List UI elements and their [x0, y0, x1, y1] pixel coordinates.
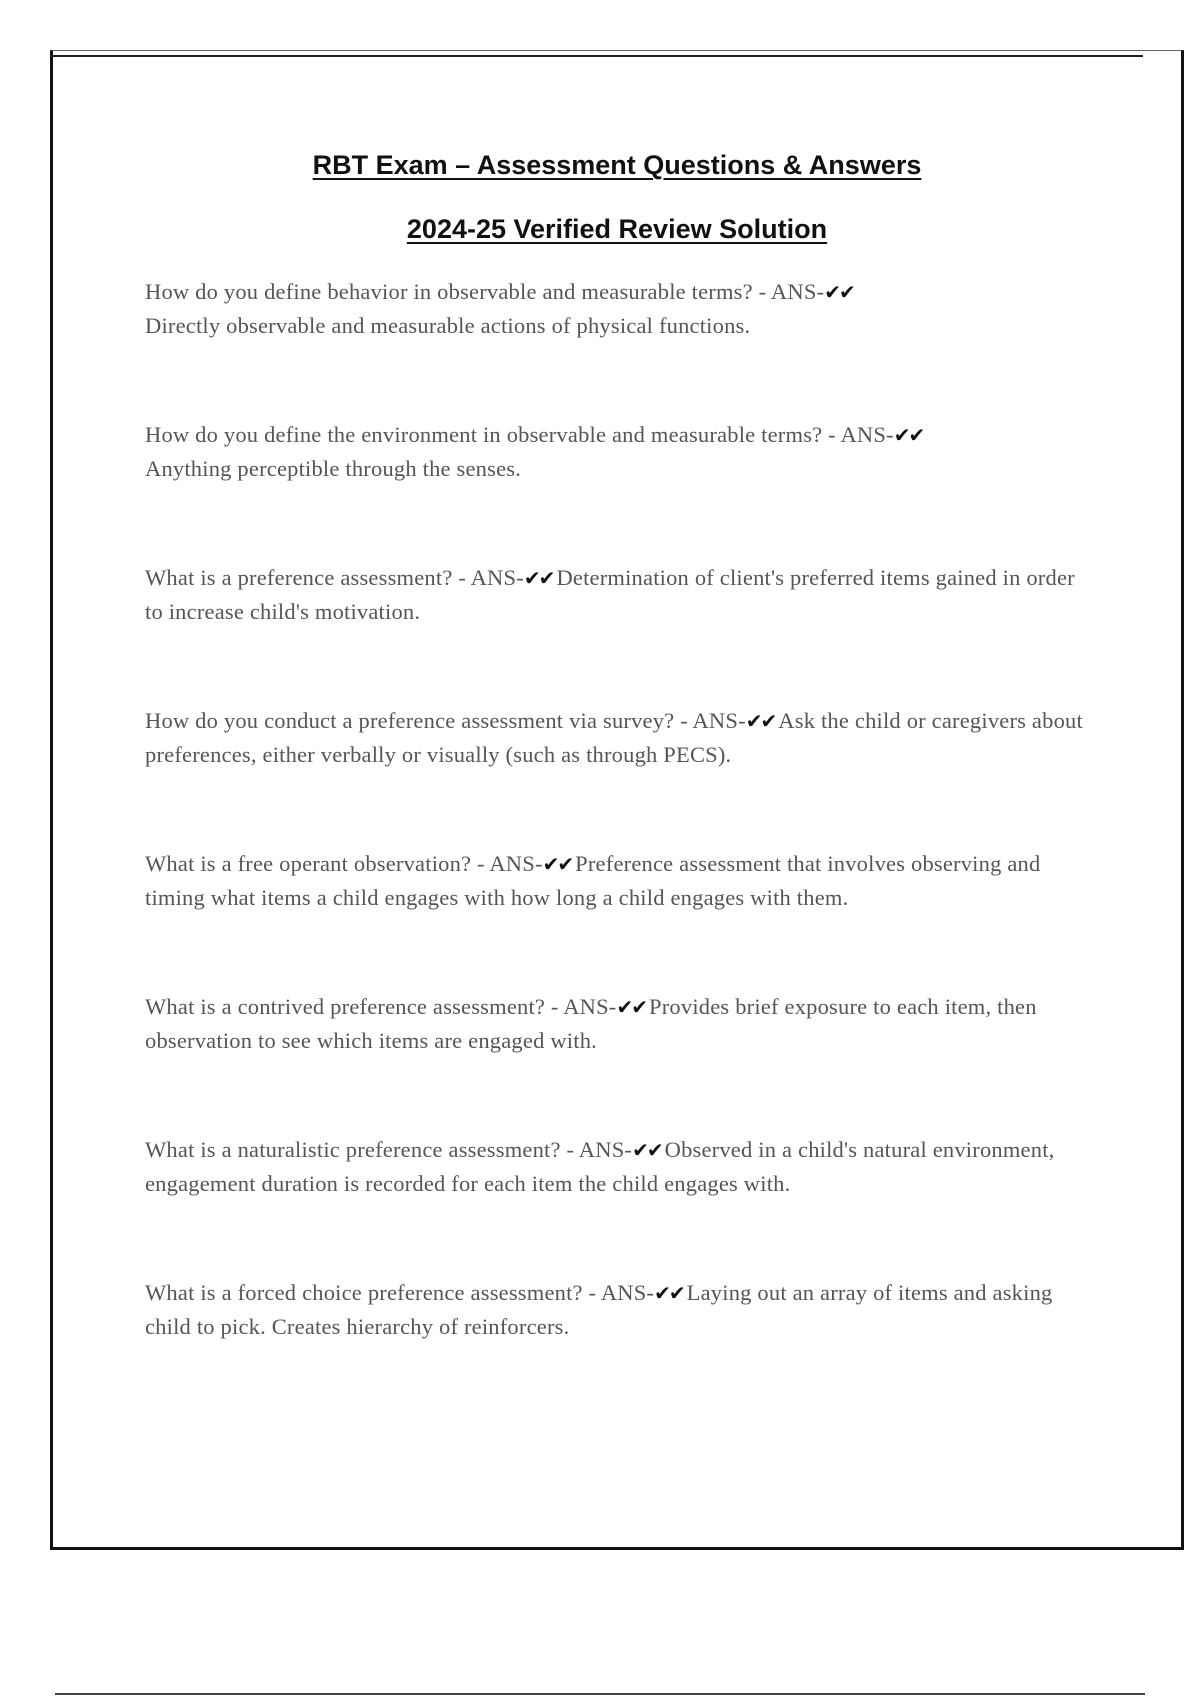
- question-text: How do you define the environment in observable and measurable terms? - ANS-: [145, 422, 894, 447]
- question-text: What is a forced choice preference assessment? - ANS-: [145, 1280, 655, 1305]
- bottom-rule: [55, 1693, 1145, 1695]
- qa-item-6: [145, 990, 1090, 1058]
- document-title: RBT Exam – Assessment Questions & Answers: [312, 150, 922, 180]
- question-text: What is a contrived preference assessment? - ANS-: [145, 994, 617, 1019]
- checkmark-icon: ✔✔: [654, 1281, 684, 1305]
- checkmark-icon: ✔✔: [824, 280, 854, 304]
- question-text: What is a naturalistic preference assessment? - ANS-: [145, 1137, 633, 1162]
- qa-list: [145, 275, 1090, 1344]
- qa-item-7: [145, 1133, 1090, 1201]
- answer-text: Laying out an array of items and asking child to pick. Creates hierarchy of reinforcers.: [145, 1280, 1053, 1339]
- answer-text: Provides brief exposure to each item, then observation to see which items are engaged with.: [145, 994, 1037, 1053]
- checkmark-icon: ✔✔: [632, 1138, 662, 1162]
- checkmark-icon: ✔✔: [616, 995, 647, 1019]
- question-text: What is a free operant observation? - ANS-: [145, 851, 543, 876]
- qa-item-1: [145, 275, 1090, 343]
- question-text: What is a preference assessment? - ANS-: [145, 565, 524, 590]
- checkmark-icon: ✔✔: [523, 566, 554, 590]
- checkmark-icon: ✔✔: [893, 423, 924, 447]
- qa-item-5: [145, 847, 1090, 915]
- document-subtitle: 2024-25 Verified Review Solution: [406, 214, 828, 244]
- checkmark-icon: ✔✔: [745, 709, 776, 733]
- answer-text: Anything perceptible through the senses.: [145, 456, 522, 481]
- answer-text: Ask the child or caregivers about preferences, either verbally or visually (such as through PECS).: [145, 708, 1083, 767]
- answer-text: Determination of client's preferred items gained in order to increase child's motivation.: [145, 565, 1075, 624]
- qa-item-2: [145, 418, 1090, 486]
- checkmark-icon: ✔✔: [542, 852, 573, 876]
- qa-item-3: [145, 561, 1090, 629]
- answer-text: Preference assessment that involves observing and timing what items a child engages with how long a child engages with them.: [145, 851, 1041, 910]
- question-text: How do you define behavior in observable and measurable terms? - ANS-: [145, 279, 825, 304]
- question-text: How do you conduct a preference assessment via survey? - ANS-: [145, 708, 746, 733]
- qa-item-8: [145, 1276, 1090, 1344]
- top-rule: [50, 55, 1143, 57]
- answer-text: Observed in a child's natural environment, engagement duration is recorded for each item the child engages with.: [145, 1137, 1055, 1196]
- qa-item-4: [145, 704, 1090, 772]
- answer-text: Directly observable and measurable actions of physical functions.: [145, 313, 751, 338]
